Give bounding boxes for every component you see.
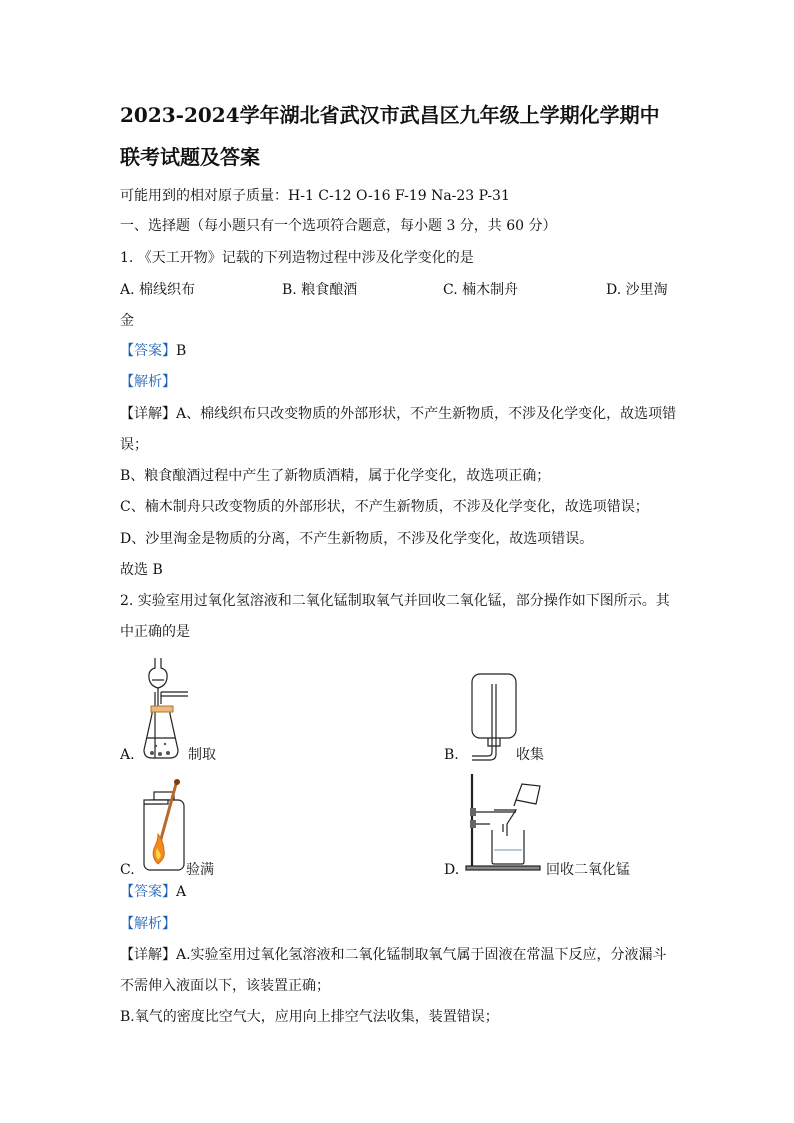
q2-option-c-label: C. <box>120 862 135 878</box>
q2-option-a-label: A. <box>120 747 135 763</box>
detail-tag: 【详解】 <box>120 406 176 422</box>
q1-analysis-tag: 【解析】 <box>120 374 176 390</box>
atomic-masses: 可能用到的相对原子质量：H-1 C-12 O-16 F-19 Na-23 P-31 <box>120 188 510 204</box>
answer-tag: 【答案】 <box>120 343 176 359</box>
doc-title-line2: 联考试题及答案 <box>120 145 260 169</box>
q2-answer <box>120 882 186 902</box>
q2-detail-b: B.氧气的密度比空气大，应用向上排空气法收集，装置错误； <box>120 1009 499 1025</box>
q1-answer-value: B <box>176 343 187 359</box>
q1-detail-c: C、楠木制舟只改变物质的外部形状，不产生新物质，不涉及化学变化，故选项错误； <box>120 499 649 515</box>
q1-detail-d: D、沙里淘金是物质的分离，不产生新物质，不涉及化学变化，故选项错误。 <box>120 531 594 547</box>
q2-detail-a-wrap: 不需伸入液面以下，该装置正确； <box>120 978 330 994</box>
detail-tag: 【详解】 <box>120 947 176 963</box>
q1-option-a: A. 棉线织布 <box>120 282 196 298</box>
q2-option-a-caption: 制取 <box>188 747 216 763</box>
answer-tag: 【答案】 <box>120 884 176 900</box>
doc-title-line1: 2023-2024学年湖北省武汉市武昌区九年级上学期化学期中 <box>120 103 660 127</box>
q1-detail-a-wrap: 误； <box>120 437 148 453</box>
q2-option-d-caption: 回收二氧化锰 <box>546 862 630 878</box>
q1-detail-a-text: A、棉线织布只改变物质的外部形状，不产生新物质，不涉及化学变化，故选项错 <box>176 406 677 422</box>
q1-detail-b: B、粮食酿酒过程中产生了新物质酒精，属于化学变化，故选项正确； <box>120 468 551 484</box>
section-heading: 一、选择题（每小题只有一个选项符合题意，每小题 3 分，共 60 分） <box>120 218 557 234</box>
q1-option-c: C. 楠木制舟 <box>443 282 519 298</box>
q2-stem-line2: 中正确的是 <box>120 624 190 640</box>
flask-funnel-figure <box>140 658 190 762</box>
q2-detail-a <box>120 945 667 965</box>
q2-option-d-label: D. <box>444 862 460 878</box>
q1-option-b: B. 粮食酿酒 <box>282 282 358 298</box>
gas-bottle-figure <box>466 672 522 762</box>
q1-detail-a <box>120 404 676 424</box>
q2-detail-a-text: A.实验室用过氧化氢溶液和二氧化锰制取氧气属于固液在常温下反应，分液漏斗 <box>176 947 667 963</box>
q2-option-b-caption: 收集 <box>516 747 544 763</box>
q1-answer <box>120 341 186 361</box>
q2-option-b-label: B. <box>444 747 459 763</box>
q1-option-d: D. 沙里淘 <box>606 282 668 298</box>
q2-stem-line1: 2. 实验室用过氧化氢溶液和二氧化锰制取氧气并回收二氧化锰，部分操作如下图所示。其 <box>120 593 670 609</box>
q2-analysis-tag: 【解析】 <box>120 916 176 932</box>
q2-answer-value: A <box>176 884 187 900</box>
splint-bottle-figure <box>140 776 192 872</box>
q1-option-d-wrap: 金 <box>120 313 134 329</box>
filtration-figure <box>464 770 544 872</box>
q1-conclusion: 故选 B <box>120 562 163 578</box>
q1-stem: 1. 《天工开物》记载的下列造物过程中涉及化学变化的是 <box>120 250 474 266</box>
q2-option-c-caption: 验满 <box>186 862 214 878</box>
